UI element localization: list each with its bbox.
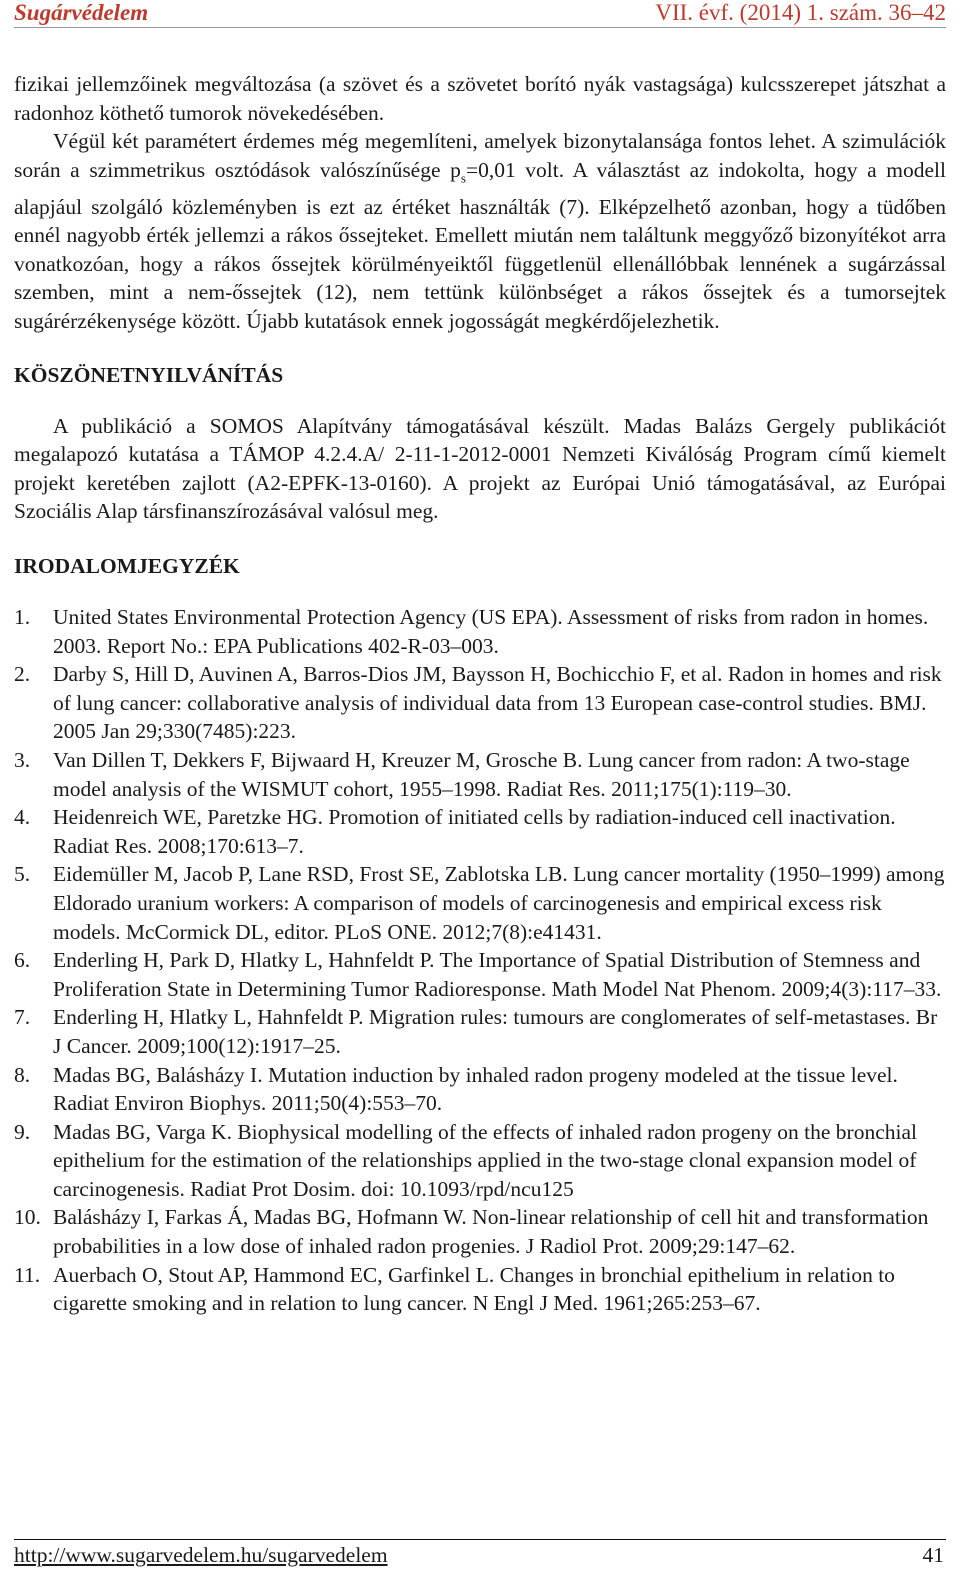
body-paragraph-2-end: =0,01 volt. A választást az indokolta, hogy a modell alapjául szolgáló közleményben is ezt az értéket használták (7). Elképzelhető azonban, hogy a tüdőben ennél nagyobb érték jellemzi a rákos őssejteket. Emellett miután nem találtunk meggyőző bizonyítékot arra vonatkozóan, hogy a rákos őssejtek körülményeiktől függetlenül ellenállóbbak lennének a sugárzással szemben, mint a nem-őssejtek (12), nem tettünk különbséget a rákos őssejtek és a tumorsejtek sugárérzékenysége között. Újabb kutatások ennek jogosságát megkérdőjelezhetik.: [14, 157, 946, 334]
reference-item: [14, 1061, 946, 1118]
references-heading: IRODALOMJEGYZÉK: [14, 554, 240, 579]
reference-number: 9.: [14, 1119, 31, 1144]
journal-title: Sugárvédelem: [14, 0, 149, 25]
reference-text: Enderling H, Hlatky L, Hahnfeldt P. Migration rules: tumours are conglomerates of self-metastases. Br J Cancer. 2009;100(12):1917–25.: [53, 1005, 938, 1058]
reference-item: [14, 1261, 946, 1318]
reference-text: Heidenreich WE, Paretzke HG. Promotion of initiated cells by radiation-induced cell inactivation. Radiat Res. 2008;170:613–7.: [53, 805, 896, 858]
reference-number: 4.: [14, 805, 31, 830]
reference-item: [14, 946, 946, 1003]
reference-item: [14, 860, 946, 946]
reference-number: 5.: [14, 862, 31, 887]
reference-text: Balásházy I, Farkas Á, Madas BG, Hofmann W. Non-linear relationship of cell hit and transformation probabilities in a low dose of inhaled radon progenies. J Radiol Prot. 2009;29:147–62.: [53, 1205, 929, 1259]
reference-text: Eidemüller M, Jacob P, Lane RSD, Frost SE, Zablotska LB. Lung cancer mortality (1950–1999) among Eldorado uranium workers: A comparison of models of carcinogenesis and empirical excess risk models. McCormick DL, editor. PLoS ONE. 2012;7(8):e41431.: [53, 862, 945, 944]
subscript-s: s: [460, 170, 466, 186]
reference-number: 6.: [14, 948, 31, 973]
page-header: [14, 0, 946, 28]
body-paragraph-2-start: Végül két paramétert érdemes még megemlíteni, amelyek bizonytalansága fontos lehet. A szimulációk során a szimmetrikus osztódások valószínűsége p: [14, 129, 946, 182]
reference-text: Madas BG, Balásházy I. Mutation induction by inhaled radon progeny modeled at the tissue level. Radiat Environ Biophys. 2011;50(4):553–70.: [53, 1062, 898, 1116]
reference-number: 8.: [14, 1062, 31, 1087]
reference-text: Enderling H, Park D, Hlatky L, Hahnfeldt P. The Importance of Spatial Distribution of Stemness and Proliferation State in Determining Tumor Radioresponse. Math Model Nat Phenom. 2009;4(3):117–33.: [53, 948, 942, 1001]
page-number: 41: [922, 1543, 944, 1567]
references-list: [14, 603, 946, 1318]
body-paragraph-1: fizikai jellemzőinek megváltozása (a szövet és a szövetet borító nyák vastagsága) kulcsszerepet játszhat a radonhoz köthető tumorok növekedésében.: [14, 72, 946, 125]
acknowledgement-heading: KÖSZÖNETNYILVÁNÍTÁS: [14, 362, 284, 387]
reference-item: [14, 1118, 946, 1204]
reference-item: [14, 1003, 946, 1060]
acknowledgement-text: A publikáció a SOMOS Alapítvány támogatásával készült. Madas Balázs Gergely publikációt megalapozó kutatása a TÁMOP 4.2.4.A/ 2-11-1-2012-0001 Nemzeti Kiválóság Program című kiemelt projekt keretében zajlott (A2-EPFK-13-0160). A projekt az Európai Unió támogatásával, az Európai Szociális Alap társfinanszírozásával valósul meg.: [14, 413, 946, 524]
page-footer: [14, 1539, 946, 1568]
reference-number: 11.: [14, 1262, 41, 1287]
reference-item: [14, 603, 946, 660]
reference-text: United States Environmental Protection Agency (US EPA). Assessment of risks from radon in homes. 2003. Report No.: EPA Publications 402-R-03–003.: [53, 605, 929, 658]
reference-item: [14, 660, 946, 746]
reference-text: Van Dillen T, Dekkers F, Bijwaard H, Kreuzer M, Grosche B. Lung cancer from radon: A two-stage model analysis of the WISMUT cohort, 1955–1998. Radiat Res. 2011;175(1):119–30.: [53, 747, 910, 801]
reference-text: Madas BG, Varga K. Biophysical modelling of the effects of inhaled radon progeny on the bronchial epithelium for the estimation of the relationships applied in the two-stage clonal expansion model of carcinogenesis. Radiat Prot Dosim. doi: 10.1093/rpd/ncu125: [53, 1119, 917, 1201]
reference-number: 1.: [14, 605, 31, 630]
reference-item: [14, 1203, 946, 1260]
reference-item: [14, 746, 946, 803]
body-paragraph-2: [14, 127, 946, 335]
reference-item: [14, 803, 946, 860]
issue-info: VII. évf. (2014) 1. szám. 36–42: [655, 0, 946, 25]
reference-text: Auerbach O, Stout AP, Hammond EC, Garfinkel L. Changes in bronchial epithelium in relation to cigarette smoking and in relation to lung cancer. N Engl J Med. 1961;265:253–67.: [53, 1262, 895, 1316]
reference-number: 2.: [14, 662, 31, 687]
page-content: [14, 70, 946, 1318]
footer-url-link[interactable]: http://www.sugarvedelem.hu/sugarvedelem: [14, 1543, 388, 1567]
reference-number: 10.: [14, 1205, 41, 1230]
reference-number: 7.: [14, 1005, 31, 1030]
reference-number: 3.: [14, 747, 31, 772]
reference-text: Darby S, Hill D, Auvinen A, Barros-Dios JM, Baysson H, Bochicchio F, et al. Radon in homes and risk of lung cancer: collaborative analysis of individual data from 13 European case-control studies. BMJ. 2005 Jan 29;330(7485):223.: [53, 662, 942, 744]
